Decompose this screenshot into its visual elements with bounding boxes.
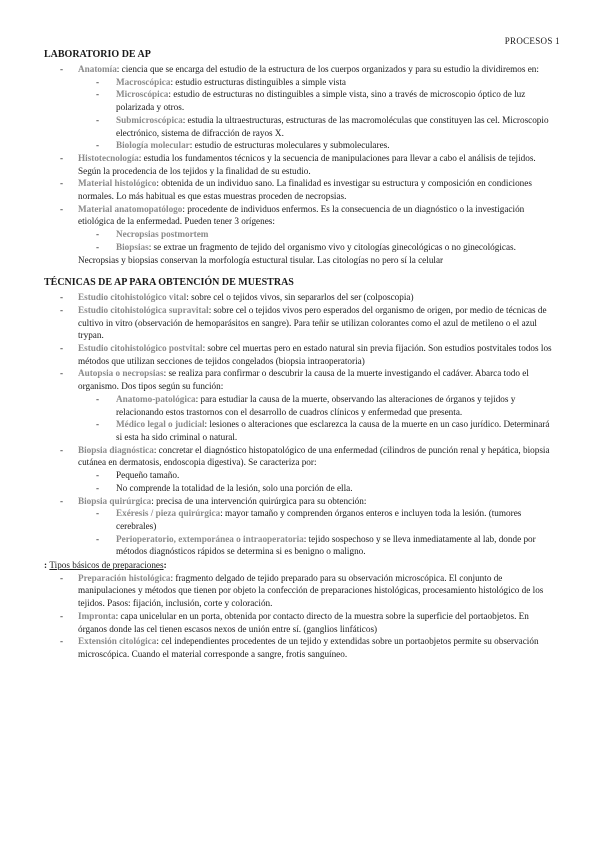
sublist	[78, 393, 556, 444]
sub-list-item	[44, 139, 556, 152]
sub-list-item	[44, 241, 556, 254]
sub-list-item	[44, 482, 556, 495]
sub-list-item	[44, 114, 556, 139]
definition: : procedente de individuos enfermos. Es la consecuencia de un diagnóstico o la investigación etiológica de la enfermedad. Pueden tener 3 orígenes:	[78, 203, 525, 227]
sub-list-item	[44, 507, 556, 532]
heading-prefix: :	[44, 560, 50, 571]
term: Perioperatorio, extemporánea o intraoperatoria	[116, 533, 304, 544]
term: Médico legal o judicial	[116, 419, 205, 430]
term: Material histológico	[78, 178, 157, 189]
list-item	[44, 635, 556, 660]
section1-note: Necropsias y biopsias conservan la morfología estuctural tisular. Las citologías no pero sí la celular	[78, 254, 444, 265]
definition: : lesiones o alteraciones que esclarezca la causa de la muerte en un caso jurídico. Determinará si esta ha sido criminal o natural.	[116, 419, 550, 442]
definition: No comprende la totalidad de la lesión, solo una porción de ella.	[116, 482, 353, 493]
term: Biología molecular	[116, 140, 190, 151]
list-item	[44, 367, 556, 443]
definition: : fragmento delgado de tejido preparado para su observación microscópica. El conjunto de manipulaciones y métodos que tienen por objeto la confección de preparaciones histológicas, procesamiento histológico de los tejidos. Pasos: fijación, inclusión, corte y coloración.	[78, 572, 544, 609]
sub-list-item	[44, 228, 556, 241]
definition: : se realiza para confirmar o descubrir la causa de la muerte investigando el cadáver. Abarca todo el organismo. Dos tipos según su función:	[78, 368, 529, 392]
term: Anatomía	[78, 64, 117, 74]
list-item	[44, 304, 556, 342]
list-item	[44, 152, 556, 177]
sublist	[78, 228, 556, 253]
definition: : mayor tamaño y comprenden órganos enteros e incluyen toda la lesión. (tumores cerebrales)	[116, 508, 522, 531]
term: Biopsia diagnóstica	[78, 444, 154, 455]
section-title-laboratorio: LABORATORIO DE AP	[44, 49, 151, 60]
list-item	[44, 63, 556, 152]
definition: : sobre cel o tejidos vivos pero esperados del organismo de origen, por medio de técnicas de cultivo in vitro (observación de hemoparásitos en sangre). Para teñir se utilizan colorantes como el azul de metileno o el azul trypan.	[78, 304, 547, 341]
term: Estudio citohistológico vital	[78, 292, 187, 303]
definition: : se extrae un fragmento de tejido del organismo vivo y citologías ginecológicas o no ginecológicas.	[148, 241, 516, 252]
list-item	[44, 203, 556, 254]
definition: : estudia los fundamentos técnicos y la secuencia de manipulaciones para llevar a cabo el análisis de tejidos. Según la procedencia de los tejidos y la finalidad de su estudio.	[78, 152, 536, 176]
term: Submicroscópica	[116, 114, 183, 125]
term: Biopsias	[116, 241, 149, 252]
term: Macroscópica	[116, 76, 171, 87]
section1-list	[44, 63, 556, 254]
heading-text: Tipos básicos de preparaciones	[49, 560, 164, 571]
heading-suffix: :	[163, 560, 167, 571]
term: Autopsia o necropsias	[78, 368, 164, 379]
definition: : capa unicelular en un porta, obtenida por contacto directo de la muestra sobre la superficie del portaobjetos. En órganos donde las cel tienen escasos nexos de unión entre sí. (ganglios linfáticos)	[78, 610, 529, 634]
definition: : cel independientes procedentes de un tejido y extendidas sobre un portaobjetos permite su observación microscópica. Cuando el material corresponde a sangre, frotis sanguíneo.	[78, 636, 539, 659]
definition: : estudio estructuras distinguibles a simple vista	[170, 76, 346, 87]
definition: : sobre cel muertas pero en estado natural sin previa fijación. Son estudios postvitales todos los métodos que utilizan secciones de tejidos congelados (biopsia intraoperatoria)	[78, 343, 552, 366]
term: Preparación histológica	[78, 572, 171, 583]
definition: : estudio de estructuras moleculares y submoleculares.	[189, 140, 390, 151]
list-item	[44, 444, 556, 495]
list-item	[44, 495, 556, 559]
list-item	[44, 610, 556, 635]
term: Material anatomopatólogo	[78, 203, 183, 214]
definition: : estudia la ultraestructuras, estructuras de las macromoléculas que constituyen las cel. Microscopio electrónico, sistema de difracción de rayos X.	[116, 114, 549, 138]
term: Estudio citohistológica supravital	[78, 304, 209, 315]
list-item	[44, 177, 556, 202]
term: Extensión citológica	[78, 636, 157, 647]
sublist	[78, 469, 556, 494]
sub-list-item	[44, 76, 556, 89]
term: Histotecnología	[78, 152, 139, 163]
term: Microscópica	[116, 89, 169, 100]
definition: : ciencia que se encarga del estudio de la estructura de los cuerpos organizados y para su estudio la dividiremos en:	[116, 64, 539, 74]
sublist	[78, 507, 556, 558]
definition: : para estudiar la causa de la muerte, observando las alteraciones de órganos y tejidos y relacionando estos trastornos con el desarrollo de cuadros clínicos y enfermedad que presenta.	[116, 393, 516, 417]
page-header-label: PROCESOS 1	[504, 36, 560, 46]
definition: : tejido sospechoso y se lleva inmediatamente al lab, donde por métodos diagnósticos rápidos se determina si es benigno o maligno.	[116, 533, 536, 557]
sublist	[78, 76, 556, 152]
sub-list-item	[44, 469, 556, 482]
term: Anatomo-patológica	[116, 393, 196, 404]
list-item	[44, 342, 556, 367]
list-item	[44, 291, 556, 304]
term: Impronta	[78, 610, 116, 621]
definition: : estudio de estructuras no distinguibles a simple vista, sino a través de microscopio óptico de luz polarizada y otros.	[116, 89, 526, 113]
section3-heading	[44, 559, 556, 572]
definition: Pequeño tamaño.	[116, 470, 180, 481]
sub-list-item	[44, 533, 556, 558]
section3-list	[44, 572, 556, 661]
document-body	[44, 48, 556, 661]
term: Necropsias postmortem	[116, 229, 209, 240]
term: Estudio citohistológico postvital	[78, 343, 203, 354]
definition: : obtenida de un individuo sano. La finalidad es investigar su estructura y composición en condiciones normales. Lo más habitual es que estas muestras proceden de necropsias.	[78, 178, 532, 202]
sub-list-item	[44, 418, 556, 443]
list-item	[44, 572, 556, 610]
definition: : concretar el diagnóstico histopatológico de una enfermedad (cilindros de punción renal y hepática, biopsia cutánea en dermatosis, endoscopia digestiva). Se caracteriza por:	[78, 444, 550, 468]
section2-list	[44, 291, 556, 558]
definition: : sobre cel o tejidos vivos, sin separarlos del ser (colposcopia)	[186, 292, 414, 303]
term: Exéresis / pieza quirúrgica	[116, 508, 221, 519]
sub-list-item	[44, 393, 556, 418]
definition: : precisa de una intervención quirúrgica para su obtención:	[151, 495, 367, 506]
sub-list-item	[44, 88, 556, 113]
term: Biopsia quirúrgica	[78, 495, 152, 506]
section-title-tecnicas: TÉCNICAS DE AP PARA OBTENCIÓN DE MUESTRAS	[44, 277, 294, 289]
